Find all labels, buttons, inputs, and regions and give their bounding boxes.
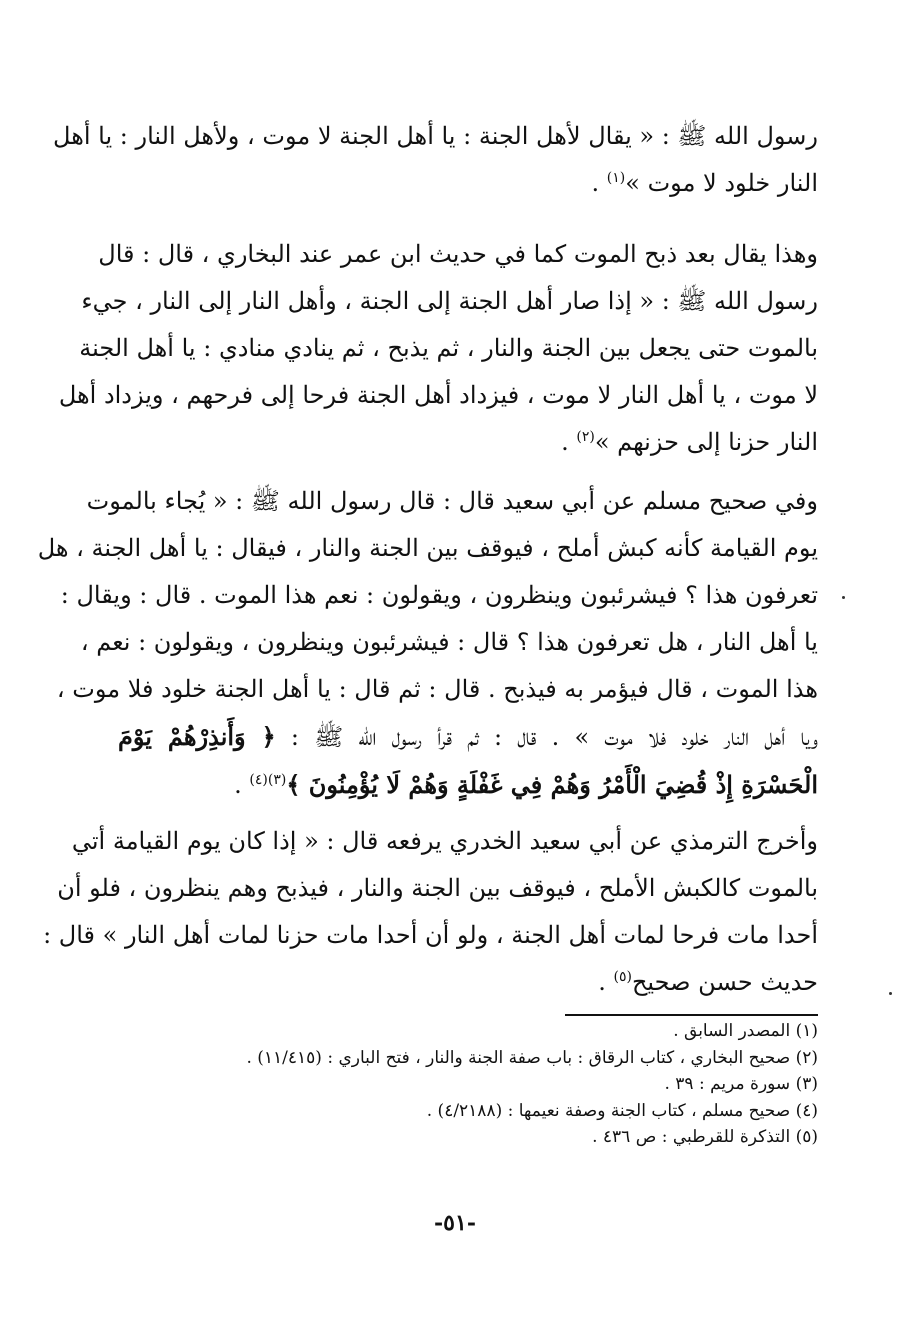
quran-verse-end: الْحَسْرَةِ إِذْ قُضِيَ الْأَمْرُ وَهُمْ فِي غَفْلَةٍ وَهُمْ لَا يُؤْمِنُونَ ﴾ (286, 770, 818, 799)
quran-verse-start: ﴿ وَأَنذِرْهُمْ يَوْمَ (118, 722, 276, 751)
paragraph-3-trailing: . (234, 771, 250, 799)
footnote-ref-5: (٥) (613, 969, 632, 985)
footnote-ref-2: (٢) (576, 429, 595, 445)
paragraph-2 (58, 231, 818, 466)
paragraph-2-line-5-text: النار حزنا إلى حزنهم » (594, 428, 818, 456)
paragraph-3 (37, 478, 818, 809)
paragraph-2-line-5 (118, 419, 818, 466)
footnote-ref-1: (١) (606, 170, 626, 186)
footnote-4: (٤) صحيح مسلم ، كتاب الجنة وصفة نعيمها : (٤/٢١٨٨) . (426, 1100, 818, 1121)
paragraph-3-line-6-text: ويا أهل النار خلود فلا موت » . قال : ثم قرأ رسول الله ﷺ : (290, 723, 818, 751)
paragraph-2-line-2: رسول الله ﷺ : « إذا صار أهل الجنة إلى الجنة ، وأهل النار إلى النار ، جيء (81, 287, 818, 315)
scan-speck (842, 596, 845, 599)
paragraph-3-line-6 (118, 713, 818, 761)
paragraph-3-line-2: يوم القيامة كأنه كبش أملح ، فيوقف بين الجنة والنار ، فيقال : يا أهل الجنة ، هل (37, 534, 818, 562)
paragraph-1-trailing: . (591, 169, 607, 197)
paragraph-4-line-4-text: حديث حسن صحيح (631, 968, 818, 996)
paragraph-1 (53, 113, 818, 207)
footnote-ref-3-4: (٣)(٤) (249, 772, 287, 788)
footnote-5: (٥) التذكرة للقرطبي : ص ٤٣٦ . (592, 1127, 818, 1147)
paragraph-1-line-1: رسول الله ﷺ : « يقال لأهل الجنة : يا أهل الجنة لا موت ، ولأهل النار : يا أهل (53, 122, 818, 150)
paragraph-2-trailing: . (561, 428, 577, 456)
page-number: -٥١- (434, 1210, 476, 1236)
paragraph-3-line-4: يا أهل النار ، هل تعرفون هذا ؟ قال : فيشرئبون وينظرون ، ويقولون : نعم ، (80, 628, 818, 656)
paragraph-4 (43, 818, 818, 1006)
paragraph-2-line-1: وهذا يقال بعد ذبح الموت كما في حديث ابن عمر عند البخاري ، قال : قال (98, 240, 818, 268)
paragraph-3-line-7 (118, 761, 818, 809)
paragraph-2-line-3: بالموت حتى يجعل بين الجنة والنار ، ثم يذبح ، ثم ينادي منادي : يا أهل الجنة (79, 334, 818, 362)
paragraph-3-line-5: هذا الموت ، قال فيؤمر به فيذبح . قال : ثم قال : يا أهل الجنة خلود فلا موت ، (56, 675, 818, 703)
paragraph-2-line-4: لا موت ، يا أهل النار لا موت ، فيزداد أهل الجنة فرحا إلى فرحهم ، ويزداد أهل (58, 381, 818, 409)
scan-speck (889, 992, 892, 995)
footnote-3: (٣) سورة مريم : ٣٩ . (664, 1074, 818, 1094)
paragraph-4-line-4 (118, 959, 818, 1006)
paragraph-4-line-2: بالموت كالكبش الأملح ، فيوقف بين الجنة والنار ، فيذبح وهم ينظرون ، فلو أن (57, 874, 818, 902)
paragraph-4-line-1: وأخرج الترمذي عن أبي سعيد الخدري يرفعه قال : « إذا كان يوم القيامة أتي (71, 827, 818, 855)
paragraph-3-line-1: وفي صحيح مسلم عن أبي سعيد قال : قال رسول الله ﷺ : « يُجاء بالموت (86, 487, 818, 515)
paragraph-1-line-2 (118, 160, 818, 207)
paragraph-3-line-3: تعرفون هذا ؟ فيشرئبون وينظرون ، ويقولون : نعم هذا الموت . قال : ويقال : (60, 581, 818, 609)
footnote-2: (٢) صحيح البخاري ، كتاب الرقاق : باب صفة الجنة والنار ، فتح الباري : (١١/٤١٥) . (246, 1047, 818, 1068)
paragraph-4-line-3: أحدا مات فرحا لمات أهل الجنة ، ولو أن أحدا مات حزنا لمات أهل النار » قال : (43, 921, 818, 949)
paragraph-1-line-2-text: النار خلود لا موت » (625, 169, 818, 197)
paragraph-4-trailing: . (598, 968, 614, 996)
footnote-separator (565, 1014, 818, 1016)
footnotes-list (160, 1018, 818, 1151)
footnote-1: (١) المصدر السابق . (673, 1021, 818, 1041)
